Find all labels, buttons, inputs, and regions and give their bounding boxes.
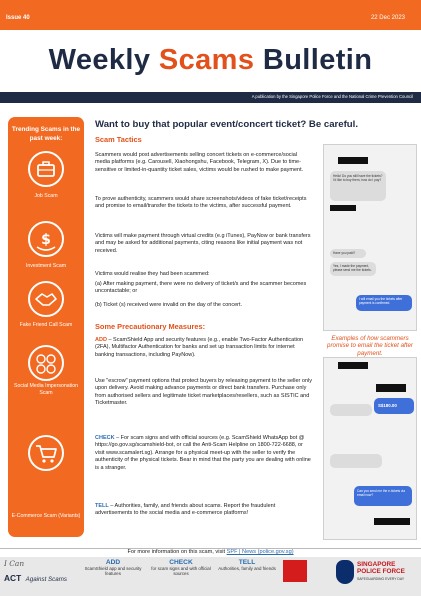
sidebar-item-e-commerce-scam: E-Commerce Scam (Variants) <box>11 513 81 519</box>
footer-add-title: ADD <box>105 559 121 566</box>
title-part-scams: Scams <box>158 44 255 76</box>
sidebar-item-job-scam: Job Scam <box>34 193 58 199</box>
tactics-paragraph-4: Victims would realise they had been scammed: <box>95 271 210 277</box>
escrow-paragraph: Use "escrow" payment options that protect buyers by releasing payment to the seller only upon delivery. Avoid making advance payments or direct bank transfers. Purchase only from authorised sellers and legitimate ticket marketplaces/resellers, such as SISTIC and Ticketmaster. <box>95 378 312 407</box>
sidebar-item-social-media-impersonation-scam: Social Media Impersonation Scam <box>13 383 78 396</box>
tactics-point-b: (b) Ticket (s) received were invalid on the day of the concert. <box>95 302 243 308</box>
svg-text:$: $ <box>41 232 51 248</box>
redaction-bar <box>374 518 410 525</box>
trending-title: Trending Scams in the past week: <box>11 126 81 142</box>
footer-info <box>0 549 421 555</box>
sidebar-item-fake-friend-call-scam: Fake Friend Call Scam <box>19 322 73 328</box>
chat-bubble <box>330 454 382 468</box>
spf-news-link[interactable]: SPF | News (police.gov.sg) <box>226 549 294 555</box>
ncpc-logo <box>283 560 307 582</box>
footer-info-text: For more information on this scam, visit <box>127 549 227 555</box>
spf-logo-text: SINGAPORE POLICE FORCE <box>357 561 405 575</box>
chat-screenshot-1 <box>323 144 417 331</box>
tell-text: – Authorities, family, and friends about scams. Report the fraudulent advertisements to the social media and e-commerce platforms! <box>95 503 276 517</box>
payment-amount: S$180.00 <box>378 403 397 408</box>
redaction-bar <box>330 205 356 211</box>
check-text: – For scam signs and with official sources (e.g. ScamShield WhatsApp bot @ https://go.gov.sg/scamshield-bot, or call the Anti-Scam Helpline on 1800-722-6688, or visit www.scamalert.sg). Arrange for a physical meet-up with the seller to verify the authenticity of the physical tickets. Bear in mind that the party you are dealing with online is a stranger. <box>95 435 311 471</box>
social-media-icon <box>28 345 64 381</box>
check-measure <box>95 435 313 472</box>
handshake-icon <box>28 281 64 317</box>
chat-bubble <box>330 404 372 416</box>
trending-scams-sidebar <box>8 117 84 537</box>
chat-message-5: Can you send me the e-tickets via email now? <box>357 489 406 497</box>
title-part-weekly: Weekly <box>48 44 159 76</box>
bulletin-title <box>0 44 421 77</box>
shopping-cart-icon <box>28 435 64 471</box>
precautionary-measures-title: Some Precautionary Measures: <box>95 322 206 331</box>
tactics-paragraph-3: Victims will make payment through virtual credits (e.g iTunes), PayNow or bank transfers and may be asked for additional payments, citing reasons like initial payment was not received. <box>95 233 311 254</box>
add-text: – ScamShield App and security features (e.g., enable Two-Factor Authentication (2FA), Multifactor Authentication for banks and set up transaction limits for internet banking transactions, including PayNow). <box>95 337 304 358</box>
tactics-paragraph-1: Scammers would post advertisements selling concert tickets on e-commerce/social media platforms (e.g. Carousell, Xiaohongshu, Facebook, Telegram, X). Due to time-sensitive or limited-in-quantity ticket sales, victims would be rushed to make payment. <box>95 152 304 173</box>
i-can-act-logo <box>4 559 74 586</box>
redaction-bar <box>338 157 368 164</box>
investment-scam-icon <box>28 221 64 257</box>
chat-message-4: I will email you the tickets after payment is confirmed. <box>359 297 403 305</box>
title-part-bulletin: Bulletin <box>254 44 373 76</box>
tactics-point-a: (a) After making payment, there were no delivery of ticket/s and the scammer becomes uncontactable; or <box>95 281 307 295</box>
tactics-paragraph-2: To prove authenticity, scammers would share screenshots/videos of fake ticket/receipts and promise to email/transfer the tickets to the victims, after successful payment. <box>95 196 307 210</box>
footer-tell-title: TELL <box>238 559 256 566</box>
issue-date: 22 Dec 2023 <box>370 15 405 21</box>
tell-measure <box>95 503 313 518</box>
redaction-bar <box>338 362 368 369</box>
footer-tell-desc: Authorities, family and friends <box>218 566 276 571</box>
publisher-text: A publication by the Singapore Police Force and the National Crime Prevention Council <box>251 94 413 99</box>
against-scams-text: Against Scams <box>25 576 67 583</box>
footer-add-desc: ScamShield app and security features <box>84 566 142 577</box>
masthead <box>0 30 421 92</box>
publisher-strip <box>0 92 421 103</box>
spf-tagline: SAFEGUARDING EVERY DAY <box>357 577 405 581</box>
chat-message-1: Hello! Do you still have the tickets? I'd like to buy them, how do I pay? <box>333 174 383 182</box>
footer-check <box>148 559 214 577</box>
job-scam-icon <box>28 151 64 187</box>
footer-check-desc: for scam signs and with official sources <box>151 566 211 577</box>
scam-tactics-title: Scam Tactics <box>95 135 142 144</box>
add-measure <box>95 337 313 359</box>
i-can-text: I Can <box>4 559 25 568</box>
tell-label: TELL <box>95 503 109 509</box>
footer-tell <box>214 559 280 571</box>
chat-message-3: Yes, I made the payment, please send me the tickets. <box>333 264 372 272</box>
chat-message-2: Have you paid? <box>333 251 356 255</box>
act-text: ACT <box>4 573 22 583</box>
sidebar-item-investment-scam: Investment Scam <box>25 263 67 269</box>
redaction-bar <box>376 384 406 392</box>
footer-check-title: CHECK <box>169 559 193 566</box>
issue-number: Issue 40 <box>6 15 30 21</box>
spf-crest-icon <box>336 560 354 584</box>
chat-screenshot-2 <box>323 357 417 540</box>
top-bar <box>0 0 421 30</box>
screenshot-caption: Examples of how scammers promise to email the ticket after payment. <box>322 335 418 357</box>
footer-add <box>80 559 146 577</box>
article-headline: Want to buy that popular event/concert ticket? Be careful. <box>95 119 358 130</box>
add-label: ADD <box>95 337 107 343</box>
check-label: CHECK <box>95 435 115 441</box>
